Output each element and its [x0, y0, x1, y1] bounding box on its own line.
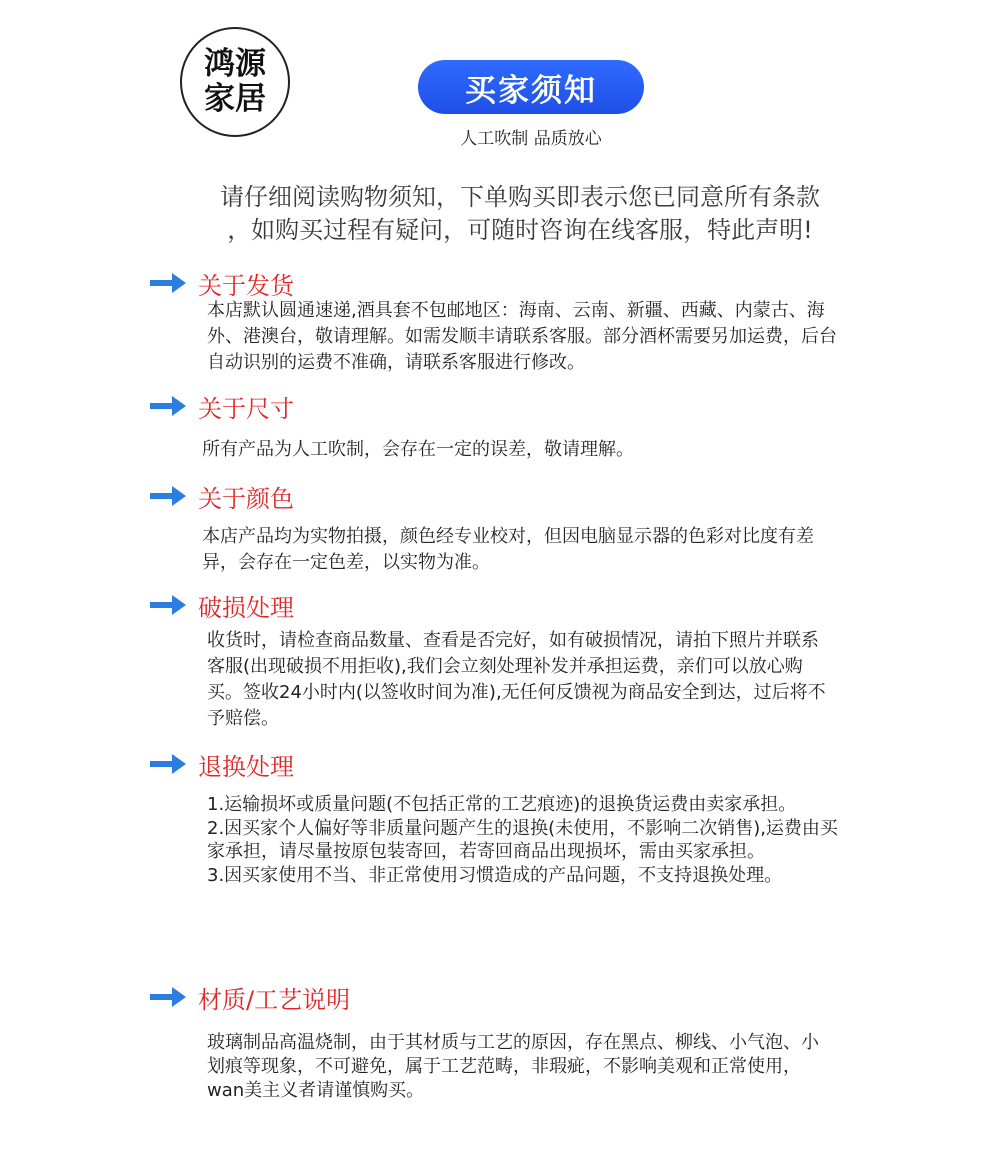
arrow-right-icon	[150, 990, 186, 1004]
arrow-right-icon	[150, 276, 186, 290]
section-paragraph: 收货时，请检查商品数量、查看是否完好，如有破损情况，请拍下照片并联系客服(出现破损不用拒收),我们会立刻处理补发并承担运费，亲们可以放心购买。签收24小时内(以签收时间为准),无任何反馈视为商品安全到达，过后将不予赔偿。	[207, 630, 826, 729]
intro-statement	[170, 181, 870, 247]
section-body-shipping	[207, 298, 837, 376]
section-body-size	[202, 438, 842, 462]
section-title-damage: 破损处理	[198, 593, 294, 622]
section-paragraph: 所有产品为人工吹制，会存在一定的误差，敬请理解。	[202, 439, 634, 460]
section-paragraph: 本店默认圆通速递,酒具套不包邮地区：海南、云南、新疆、西藏、内蒙古、海外、港澳台，敬请理解。如需发顺丰请联系客服。部分酒杯需要另加运费，后台自动识别的运费不准确，请联系客服进行修改。	[207, 300, 837, 373]
section-body-color	[202, 524, 847, 576]
section-header-shipping	[150, 266, 294, 300]
section-title-returns: 退换处理	[198, 752, 294, 781]
arrow-right-icon	[150, 489, 186, 503]
page-subtitle: 人工吹制 品质放心	[460, 129, 602, 149]
section-title-material: 材质/工艺说明	[198, 985, 351, 1014]
section-body-material	[207, 1031, 832, 1103]
intro-line-2: ，如购买过程有疑问，可随时咨询在线客服，特此声明!	[227, 216, 813, 244]
section-title-shipping: 关于发货	[198, 271, 294, 300]
section-header-material	[150, 980, 350, 1014]
arrow-right-icon	[150, 757, 186, 771]
section-header-returns	[150, 747, 294, 781]
arrow-right-icon	[150, 399, 186, 413]
intro-line-1: 请仔细阅读购物须知，下单购买即表示您已同意所有条款	[220, 183, 820, 211]
section-paragraph: 1.运输损坏或质量问题(不包括正常的工艺痕迹)的退换货运费由卖家承担。	[207, 794, 797, 815]
section-header-color	[150, 479, 294, 513]
section-title-size: 关于尺寸	[198, 394, 294, 423]
section-header-damage	[150, 588, 294, 622]
section-paragraph: 玻璃制品高温烧制，由于其材质与工艺的原因，存在黑点、柳线、小气泡、小划痕等现象，不可避免，属于工艺范畴，非瑕疵，不影响美观和正常使用，wan美主义者请谨慎购买。	[207, 1032, 819, 1101]
brand-logo-seal	[180, 27, 290, 137]
page-title-banner	[418, 60, 644, 114]
section-header-size	[150, 389, 294, 423]
section-body-returns	[207, 793, 847, 887]
section-title-color: 关于颜色	[198, 484, 294, 513]
section-paragraph: 本店产品均为实物拍摄，颜色经专业校对，但因电脑显示器的色彩对比度有差异，会存在一定色差，以实物为准。	[202, 526, 814, 573]
logo-line-2: 家居	[204, 81, 266, 117]
section-body-damage	[207, 628, 835, 732]
section-paragraph: 3.因买家使用不当、非正常使用习惯造成的产品问题，不支持退换处理。	[207, 864, 783, 886]
section-paragraph: 2.因买家个人偏好等非质量问题产生的退换(未使用，不影响二次销售),运费由买家承担，请尽量按原包装寄回，若寄回商品出现损坏，需由买家承担。	[207, 817, 838, 862]
page-title: 买家须知	[465, 72, 597, 109]
arrow-right-icon	[150, 598, 186, 612]
logo-line-1: 鸿源	[204, 46, 266, 82]
